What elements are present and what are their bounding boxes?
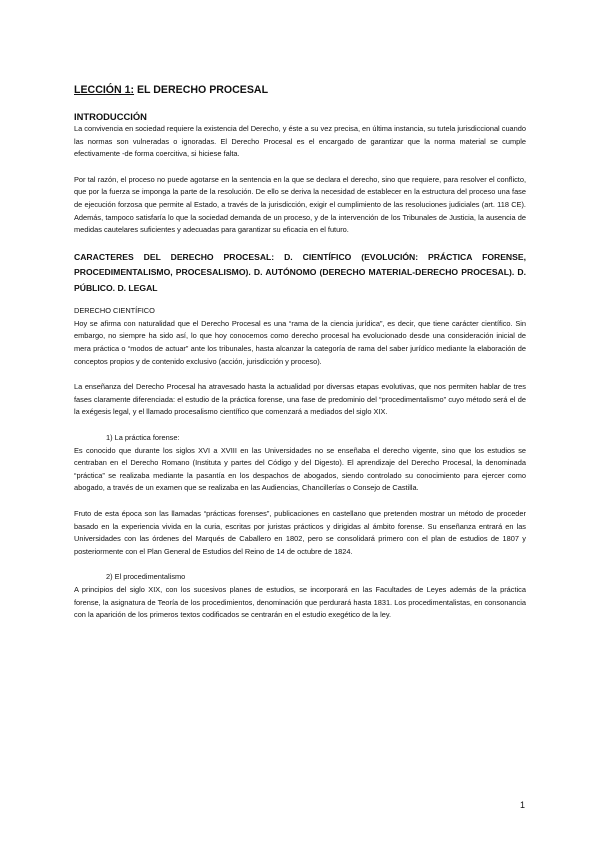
item2-heading: 2) El procedimentalismo — [106, 572, 186, 582]
sub-heading: DERECHO CIENTÍFICO — [74, 306, 155, 316]
lesson-number: LECCIÓN 1: — [74, 84, 135, 96]
section-heading: CARACTERES DEL DERECHO PROCESAL: D. CIENTÍFICO (EVOLUCIÓN: PRÁCTICA FORENSE, PROCEDIMENTALISMO, PROCESALISMO). D. AUTÓNOMO (DERECHO MATERIAL-DERECHO PROCESAL). D. PÚBLICO. D. LEGAL — [74, 251, 526, 293]
science-paragraph-1: Hoy se afirma con naturalidad que el Derecho Procesal es una “rama de la ciencia jurídica”, es decir, que tiene carácter científico. Sin embargo, no siempre ha sido así, lo que hoy conocemos como derecho procesal ha evolucionado desde una consideración inicial de mera práctica o “modos de actuar” ante los tribunales, hasta alcanzar la categoría de rama del saber jurídico mediante la elaboración de conceptos propios y de contenido exclusivo (acción, jurisdicción y proceso). — [74, 318, 526, 366]
lesson-name: EL DERECHO PROCESAL — [134, 84, 269, 96]
intro-paragraph-2: Por tal razón, el proceso no puede agotarse en la sentencia en la que se declara el derecho, sino que requiere, para resolver el conflicto, que por la fuerza se imponga la parte de la resolución. De ello se deriva la necesidad de establecer en la estructura del proceso una fase de ejecución forzosa que permite al Estado, a través de la jurisdicción, exigir el cumplimiento de las resoluciones judiciales (art. 118 CE). Además, tampoco satisfaría lo que la sociedad demanda de un proceso, y de la intervención de los Tribunales de Justicia, la ausencia de medidas cautelares suficientes y adecuadas para garantizar su eficacia en el futuro. — [74, 174, 526, 235]
lesson-title — [74, 84, 526, 97]
item1-paragraph-2: Fruto de esta época son las llamadas “prácticas forenses”, publicaciones en castellano que pretenden mostrar un método de proceder basado en la experiencia vivida en la curia, escritas por juristas prácticos y dirigidas al ámbito forense. Su enseñanza entrará en las Universidades con las órdenes del Marqués de Caballero en 1802, pero se consolidará primero con el plan de estudios de 1807 y posteriormente con el Plan General de Estudios del Reino de 14 de octubre de 1824. — [74, 508, 526, 556]
document-body — [74, 84, 526, 622]
page-number: 1 — [520, 800, 526, 810]
item1-heading: 1) La práctica forense: — [106, 433, 180, 442]
science-paragraph-2: La enseñanza del Derecho Procesal ha atravesado hasta la actualidad por diversas etapas evolutivas, que nos permiten hablar de tres fases claramente diferenciada: el estudio de la práctica forense, una fase de predominio del “procedimentalismo” cuyo método será el de la exégesis legal, y el llamado procesalismo científico que comenzará a mediados del siglo XIX. — [74, 382, 526, 417]
intro-paragraph-1: La convivencia en sociedad requiere la existencia del Derecho, y éste a su vez precisa, en última instancia, su tutela jurisdiccional cuando las normas son vulneradas o ignoradas. El Derecho Procesal es el encargado de garantizar que la norma material se cumple efectivamente -de forma coercitiva, si hiciese falta. — [74, 124, 526, 159]
item2-paragraph-1: A principios del siglo XIX, con los sucesivos planes de estudios, se incorporará en las Facultades de Leyes además de la práctica forense, la asignatura de Teoría de los procedimientos, denominación que perdurará hasta 1831. Los procedimentalistas, en consonancia con la aparición de los primeros textos codificados se centrarán en el estudio exegético de la ley. — [74, 584, 526, 620]
item1-paragraph-1: Es conocido que durante los siglos XVI a XVIII en las Universidades no se enseñaba el derecho vigente, sino que los estudios se centraban en el Derecho Romano (Instituta y partes del Código y del Digesto). El aprendizaje del Derecho Procesal, la denominada “práctica” se realizaba mediante la pasantía en los despachos de abogados, siendo controlado su conocimiento para ejercer como abogado, a través de un examen que se realizaba en las Audiencias, Chancillerías o Consejo de Castilla. — [74, 445, 526, 493]
intro-heading: INTRODUCCIÓN — [74, 111, 147, 122]
